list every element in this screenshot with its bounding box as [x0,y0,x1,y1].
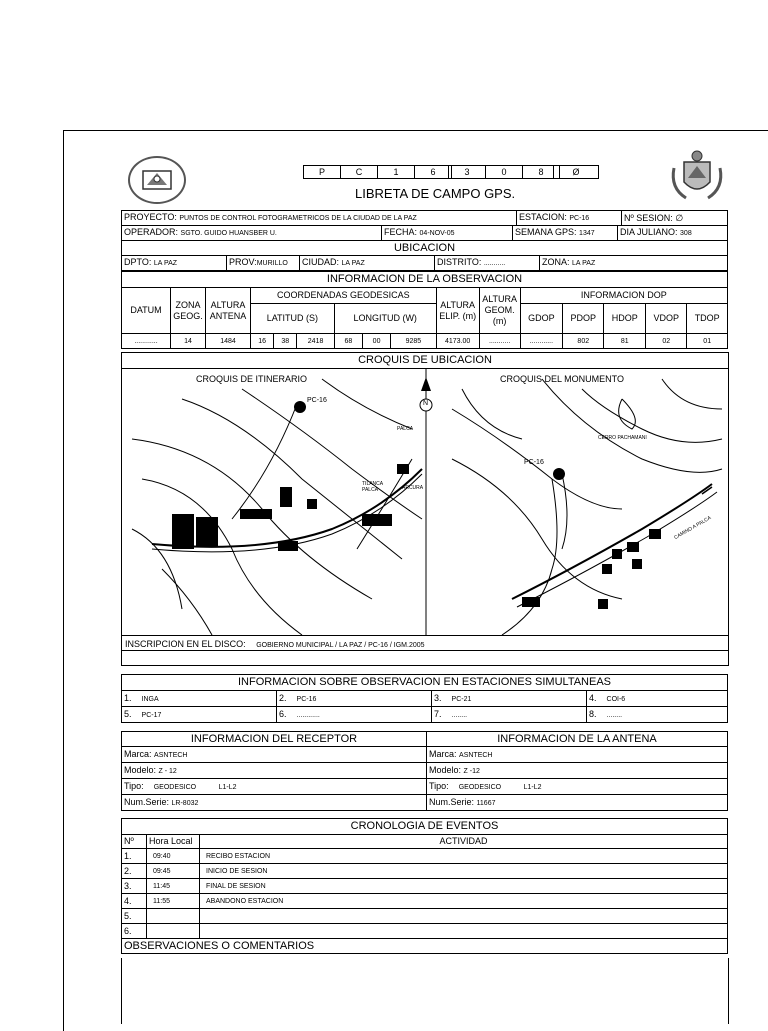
obs-value: ............ [122,334,171,349]
table-row [122,864,728,879]
code-box: C [341,166,378,179]
proyecto-label: PROYECTO: [124,212,177,222]
pc16-marker-itinerario [294,401,306,413]
obs-value: 00 [362,334,390,349]
coat-of-arms-logo [666,148,728,202]
obs-value: 4173.00 [436,334,479,349]
table-row [122,924,728,939]
estacion-label: ESTACION: [519,212,567,222]
pc16-marker-monumento [553,468,565,480]
obs-value: ............ [520,334,563,349]
receptor-tipo-value2: L1-L2 [218,783,237,791]
croquis-itinerario-label: CROQUIS DE ITINERARIO [196,374,308,384]
distrito-label: DISTRITO: [437,257,482,267]
event-number: 4. [122,894,147,909]
event-number: 2. [122,864,147,879]
antena-tipo-value: GEODESICO [458,783,502,791]
code-box: 1 [378,166,415,179]
event-number: 1. [122,849,147,864]
sim-value: ........ [451,711,468,719]
antena-serie-value: 11667 [476,799,496,807]
receptor-tipo-value: GEODESICO [153,783,197,791]
obs-value: 38 [274,334,297,349]
header-table [121,210,728,226]
sim-number: 6. [279,708,287,719]
receptor-marca-label: Marca: [124,748,152,759]
sim-value: ............ [296,711,320,719]
table-row [122,879,728,894]
session-code-boxes [448,165,560,179]
observacion-table [121,271,728,349]
tdop-header: TDOP [687,304,728,334]
institution-seal-logo [128,156,186,204]
sim-value: INGA [141,695,159,703]
north-arrow-icon [421,377,431,391]
pc16-label-itinerario: PC-16 [307,397,327,404]
observaciones-area [121,958,729,1024]
event-number: 6. [122,924,147,939]
zona-label: ZONA: [542,257,570,267]
event-activity: ABANDONO ESTACION [200,894,728,909]
obs-value: 02 [646,334,687,349]
sim-number: 1. [124,692,132,703]
simultaneas-header: INFORMACION SOBRE OBSERVACION EN ESTACIONES SIMULTANEAS [122,675,728,691]
table-row [122,894,728,909]
sim-value: ........ [606,711,623,719]
inscripcion-value: GOBIERNO MUNICIPAL / LA PAZ / PC-16 / IGM.2005 [256,642,425,649]
croquis-map [122,369,728,635]
inscripcion-label: INSCRIPCION EN EL DISCO: [125,639,246,649]
simultaneas-table [121,674,728,723]
sim-value: COI-6 [606,695,626,703]
receptor-antena-table [121,731,728,811]
obs-value: 14 [171,334,206,349]
antena-modelo-value: Z -12 [463,767,480,775]
altura-elip-header: ALTURA ELIP. (m) [436,288,479,334]
code-box: 6 [415,166,452,179]
north-label: N [423,400,429,407]
fecha-label: FECHA: [384,227,418,237]
zona-geog-header: ZONA GEOG. [171,288,206,334]
code-box: P [304,166,341,179]
prov-value: MURILLO [256,260,288,267]
dpto-value: LA PAZ [153,260,178,267]
table-row [122,849,728,864]
ubicacion-header: UBICACION [122,241,728,256]
altura-antena-header: ALTURA ANTENA [206,288,251,334]
pdop-header: PDOP [563,304,604,334]
inscripcion-row [122,635,728,651]
dop-header: INFORMACION DOP [520,288,727,304]
operator-table [121,225,728,241]
tilanca-label: TILANCA PALCA [362,481,383,493]
zona-value: LA PAZ [572,260,596,267]
sim-number: 3. [434,692,442,703]
sim-value: PC-17 [141,711,162,719]
juliano-value: 308 [680,230,692,237]
estacion-value: PC-16 [569,215,590,222]
obs-value: 9285 [391,334,436,349]
receptor-serie-value: LR-8032 [171,799,199,807]
camino-label: CAMINO A PALCA [673,515,713,541]
operador-value: SGTO. GUIDO HUANSBER U. [180,230,277,237]
sim-number: 7. [434,708,442,719]
event-number: 5. [122,909,147,924]
obs-value: ........... [479,334,520,349]
event-activity [200,909,728,924]
longitud-header: LONGITUD (W) [334,304,436,334]
croquis-section [121,352,729,666]
receptor-serie-label: Num.Serie: [124,796,170,807]
code-box: 3 [449,166,486,179]
sim-number: 8. [589,708,597,719]
receptor-header: INFORMACION DEL RECEPTOR [122,732,427,747]
col-n-header: Nº [122,835,147,849]
observaciones-label: OBSERVACIONES O COMENTARIOS [122,939,728,954]
obs-value: 16 [251,334,274,349]
sesion-label: Nº SESION: [624,212,673,223]
observacion-header: INFORMACION DE LA OBSERVACION [122,272,728,288]
event-time: 09:40 [147,849,200,864]
receptor-modelo-value: Z - 12 [158,767,177,775]
page-title: LIBRETA DE CAMPO GPS. [355,186,516,201]
code-box: 8 [523,166,560,179]
hdop-header: HDOP [604,304,646,334]
ubicacion-table [121,240,728,271]
datum-header: DATUM [122,288,171,334]
event-time [147,924,200,939]
latitud-header: LATITUD (S) [251,304,335,334]
croquis-header: CROQUIS DE UBICACION [122,353,728,369]
event-time: 11:55 [147,894,200,909]
vdop-header: VDOP [646,304,687,334]
receptor-modelo-label: Modelo: [124,764,157,775]
obs-value: 1484 [206,334,251,349]
antena-marca-value: ASNTECH [459,751,493,759]
croquis-monumento-label: CROQUIS DEL MONUMENTO [500,374,625,384]
event-number: 3. [122,879,147,894]
code-box: Ø [554,166,599,179]
ciudad-label: CIUDAD: [302,257,340,267]
obs-value: 01 [687,334,728,349]
event-activity [200,924,728,939]
col-actividad-header: ACTIVIDAD [200,835,728,849]
antena-tipo-label: Tipo: [429,780,449,791]
obs-value: 802 [563,334,604,349]
event-time [147,909,200,924]
sim-value: PC-16 [296,695,317,703]
sim-number: 5. [124,708,132,719]
sim-number: 4. [589,692,597,703]
antena-tipo-value2: L1-L2 [523,783,542,791]
antena-marca-label: Marca: [429,748,457,759]
event-time: 11:45 [147,879,200,894]
semana-label: SEMANA GPS: [515,227,577,237]
prov-label: PROV: [229,257,257,267]
proyecto-value: PUNTOS DE CONTROL FOTOGRAMETRICOS DE LA CIUDAD DE LA PAZ [179,215,417,222]
dpto-label: DPTO: [124,257,152,267]
antena-modelo-label: Modelo: [429,764,462,775]
col-hora-header: Hora Local [147,835,200,849]
ciudad-value: LA PAZ [341,260,365,267]
last-code-box [553,165,599,179]
altura-geom-header: ALTURA GEOM. (m) [479,288,520,334]
sim-value: PC-21 [451,695,472,703]
semana-value: 1347 [579,230,595,237]
station-code-boxes [303,165,452,179]
sim-number: 2. [279,692,287,703]
empty-set-icon: ∅ [675,212,684,223]
cronologia-table [121,818,728,954]
cerro-label: CERRO PACHAMANI [598,435,647,441]
gdop-header: GDOP [520,304,563,334]
distrito-value: ........... [483,260,506,267]
operador-label: OPERADOR: [124,227,179,237]
event-activity: RECIBO ESTACION [200,849,728,864]
antena-serie-label: Num.Serie: [429,796,475,807]
table-row [122,909,728,924]
event-time: 09:45 [147,864,200,879]
cronologia-header: CRONOLOGIA DE EVENTOS [122,819,728,835]
palca-label: PALCA [397,426,414,432]
receptor-marca-value: ASNTECH [154,751,188,759]
obs-value: 81 [604,334,646,349]
receptor-tipo-label: Tipo: [124,780,144,791]
event-activity: INICIO DE SESION [200,864,728,879]
juliano-label: DIA JULIANO: [620,227,678,237]
arcura-label: ARCURA [402,485,424,491]
pc16-label-monumento: PC-16 [524,459,544,466]
code-box: 0 [486,166,523,179]
obs-value: 68 [334,334,362,349]
obs-value: 2418 [297,334,334,349]
antena-header: INFORMACION DE LA ANTENA [427,732,728,747]
event-activity: FINAL DE SESION [200,879,728,894]
coordenadas-header: COORDENADAS GEODESICAS [251,288,437,304]
fecha-value: 04-NOV-05 [419,230,455,237]
